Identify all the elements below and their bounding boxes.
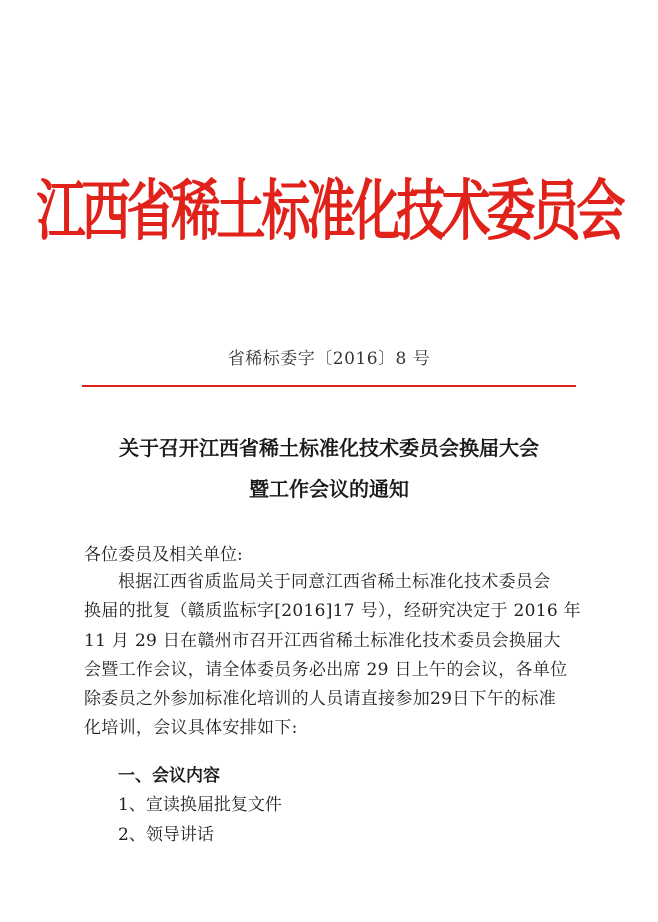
red-divider-line [82, 385, 576, 387]
paragraph-line: 化培训，会议具体安排如下: [84, 718, 298, 739]
notice-title-line-1: 关于召开江西省稀土标准化技术委员会换届大会 [119, 436, 539, 460]
paragraph-line: 除委员之外参加标准化培训的人员请直接参加29日下午的标准 [84, 689, 557, 710]
paragraph-line: 会暨工作会议，请全体委员务必出席 29 日上午的会议，各单位 [84, 659, 568, 680]
paragraph-line: 11 月 29 日在赣州市召开江西省稀土标准化技术委员会换届大 [84, 630, 561, 651]
document-number: 省稀标委字〔2016〕8 号 [227, 349, 431, 369]
salutation: 各位委员及相关单位: [84, 545, 243, 565]
paragraph-line: 换届的批复（赣质监标字[2016]17 号），经研究决定于 2016 年 [84, 601, 581, 622]
section-heading: 一、会议内容 [118, 766, 220, 786]
agenda-item: 1、宣读换届批复文件 [118, 795, 282, 815]
organization-header: 江西省稀土标准化技术委员会 [36, 171, 622, 250]
agenda-item: 2、领导讲话 [118, 825, 214, 845]
paragraph-line: 根据江西省质监局关于同意江西省稀土标准化技术委员会 [118, 572, 551, 592]
body-paragraph [84, 568, 580, 744]
notice-title-line-2: 暨工作会议的通知 [249, 477, 409, 501]
